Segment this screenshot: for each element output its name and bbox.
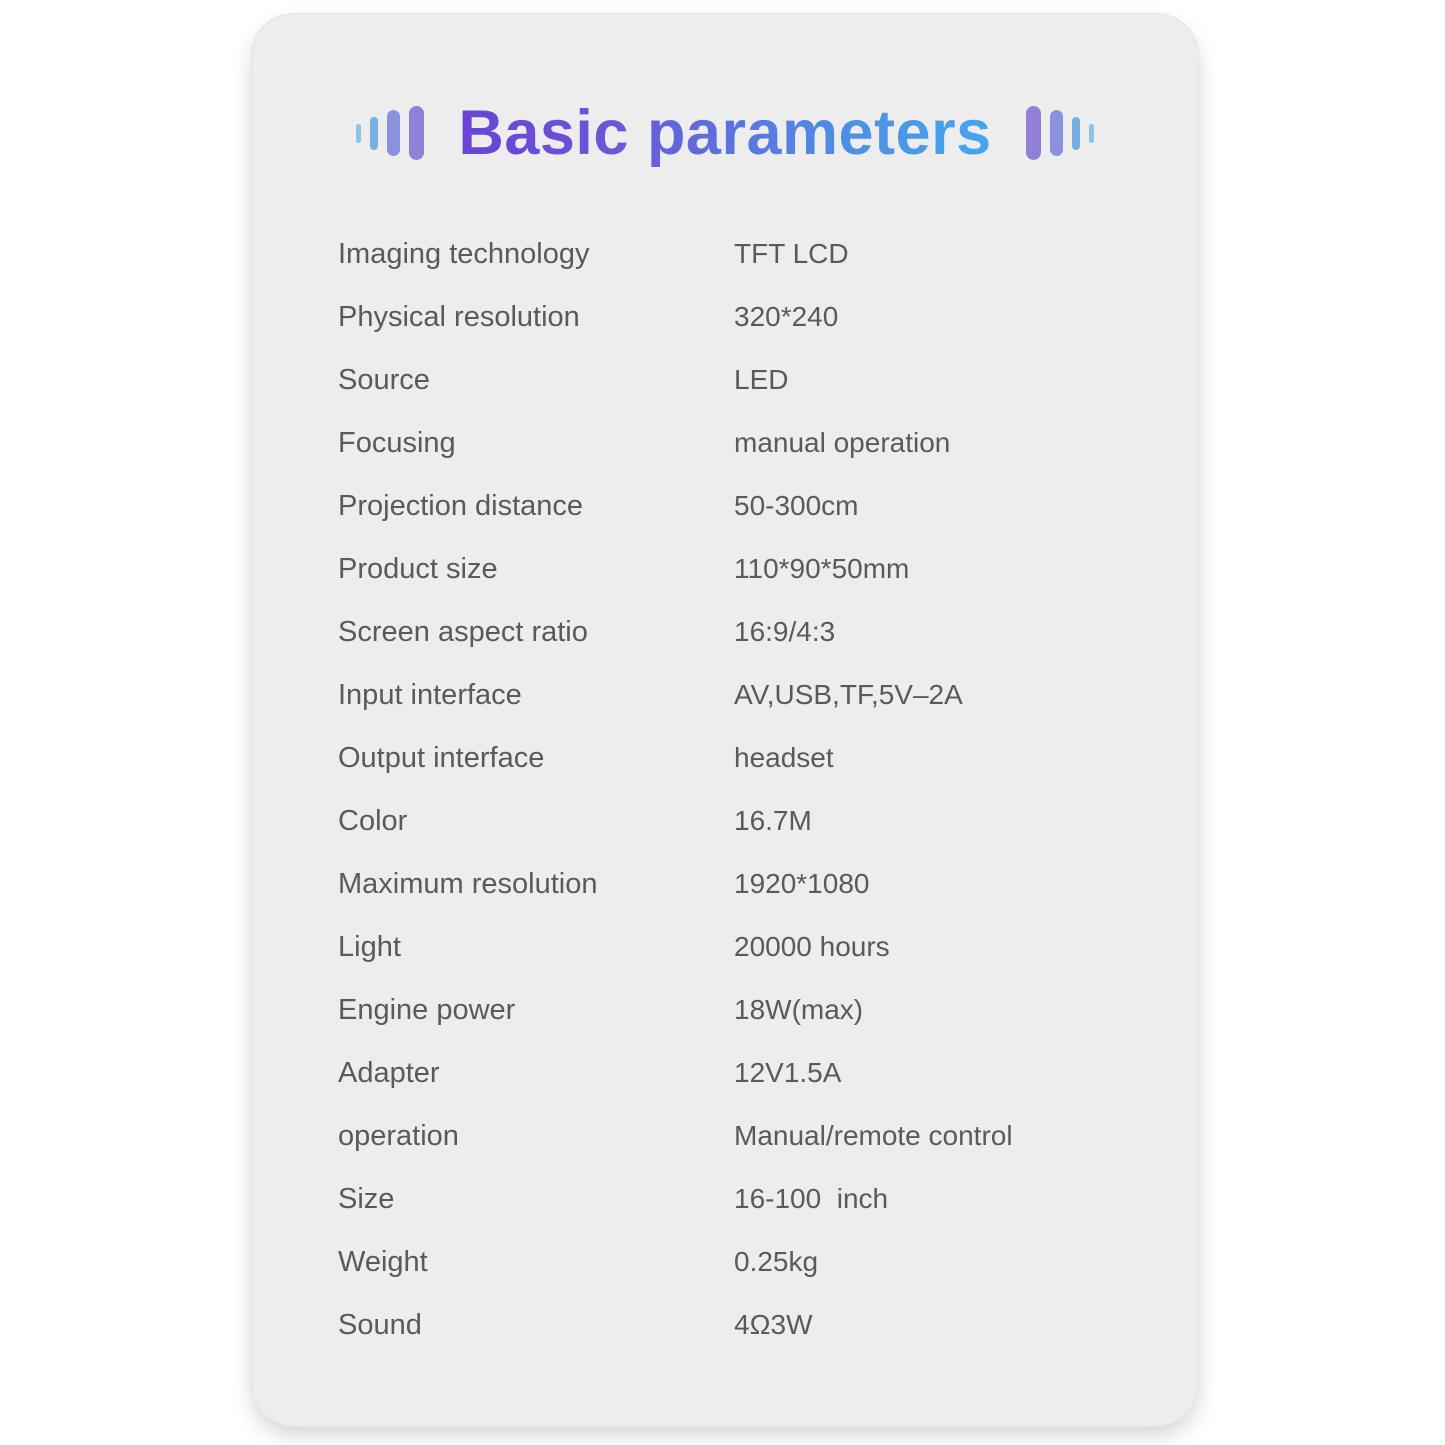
spec-value: headset xyxy=(734,742,834,774)
spec-value: 50-300cm xyxy=(734,490,859,522)
spec-row xyxy=(338,1168,1198,1231)
spec-value: 20000 hours xyxy=(734,931,890,963)
spec-value: Manual/remote control xyxy=(734,1120,1013,1152)
spec-value: 320*240 xyxy=(734,301,839,333)
spec-row xyxy=(338,1231,1198,1294)
bar-xlarge-icon xyxy=(1026,106,1041,160)
spec-label: Engine power xyxy=(338,993,516,1026)
bar-medium-icon xyxy=(370,117,378,150)
spec-card xyxy=(252,14,1198,1426)
bar-large-icon xyxy=(387,110,400,156)
spec-row xyxy=(338,853,1198,916)
spec-value: 4Ω3W xyxy=(734,1309,813,1341)
spec-label: Focusing xyxy=(338,426,456,459)
spec-label: Light xyxy=(338,930,401,963)
spec-value: 110*90*50mm xyxy=(734,553,910,585)
spec-label: Screen aspect ratio xyxy=(338,615,588,648)
spec-row xyxy=(338,1105,1198,1168)
spec-value: manual operation xyxy=(734,427,951,459)
spec-label: Imaging technology xyxy=(338,237,590,270)
spec-table xyxy=(338,223,1198,1357)
spec-label: Input interface xyxy=(338,678,522,711)
spec-value: 1920*1080 xyxy=(734,868,870,900)
spec-label: operation xyxy=(338,1119,459,1152)
bar-medium-icon xyxy=(1072,117,1080,150)
spec-value: 0.25kg xyxy=(734,1246,819,1278)
spec-value: 16.7M xyxy=(734,805,812,837)
spec-value: 18W(max) xyxy=(734,994,864,1026)
spec-row xyxy=(338,790,1198,853)
spec-label: Physical resolution xyxy=(338,300,580,333)
spec-value: TFT LCD xyxy=(734,238,849,270)
spec-row xyxy=(338,601,1198,664)
spec-value: 12V1.5A xyxy=(734,1057,842,1089)
spec-row xyxy=(338,538,1198,601)
spec-label: Product size xyxy=(338,552,498,585)
spec-row xyxy=(338,727,1198,790)
spec-label: Sound xyxy=(338,1308,422,1341)
spec-row xyxy=(338,1042,1198,1105)
spec-row xyxy=(338,1294,1198,1357)
bar-small-icon xyxy=(356,124,361,143)
spec-label: Weight xyxy=(338,1245,428,1278)
spec-row xyxy=(338,412,1198,475)
bar-large-icon xyxy=(1050,110,1063,156)
spec-value: 16:9/4:3 xyxy=(734,616,836,648)
spec-row xyxy=(338,979,1198,1042)
title-row xyxy=(252,98,1198,169)
equalizer-bars-right-icon xyxy=(1026,106,1094,160)
spec-value: LED xyxy=(734,364,789,396)
equalizer-bars-left-icon xyxy=(356,106,424,160)
page-title: Basic parameters xyxy=(458,98,992,168)
spec-value: AV,USB,TF,5V–2A xyxy=(734,679,963,711)
spec-label: Source xyxy=(338,363,430,396)
spec-label: Projection distance xyxy=(338,489,584,522)
spec-value: 16-100 inch xyxy=(734,1183,889,1215)
spec-label: Maximum resolution xyxy=(338,867,598,900)
spec-label: Size xyxy=(338,1182,395,1215)
spec-row xyxy=(338,916,1198,979)
spec-row xyxy=(338,664,1198,727)
spec-label: Color xyxy=(338,804,408,837)
bar-small-icon xyxy=(1089,124,1094,143)
spec-row xyxy=(338,223,1198,286)
spec-row xyxy=(338,286,1198,349)
bar-xlarge-icon xyxy=(409,106,424,160)
spec-row xyxy=(338,475,1198,538)
spec-label: Output interface xyxy=(338,741,545,774)
spec-label: Adapter xyxy=(338,1056,440,1089)
spec-row xyxy=(338,349,1198,412)
